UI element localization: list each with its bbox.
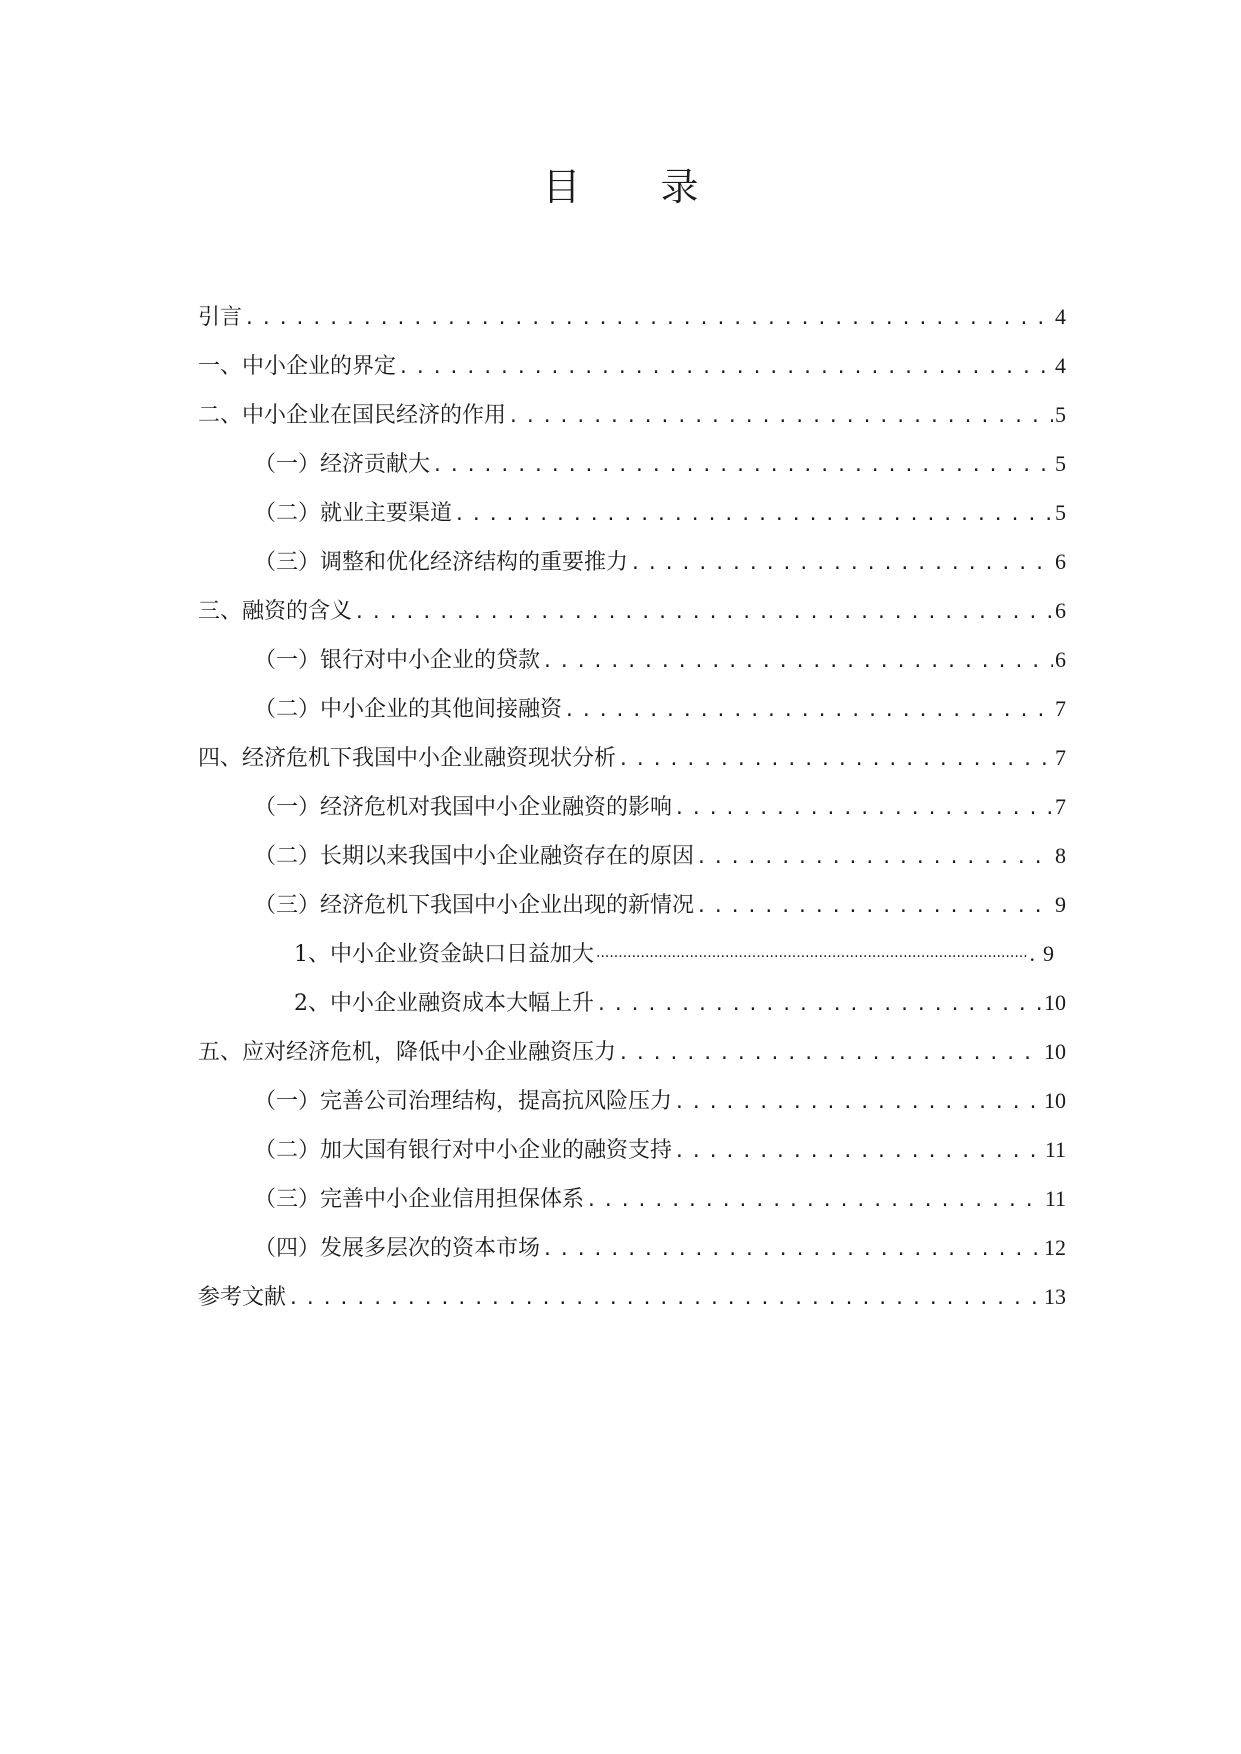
toc-leader-dots bbox=[630, 539, 1053, 588]
toc-leader-dots bbox=[674, 784, 1053, 833]
toc-entry-text: （三）调整和优化经济结构的重要推力 bbox=[254, 550, 629, 575]
toc-entry-text: （一）银行对中小企业的贷款 bbox=[254, 648, 541, 673]
toc-page-number: 5 bbox=[1055, 500, 1066, 525]
toc-entry[interactable] bbox=[198, 880, 1066, 929]
toc-entry-text: （二）就业主要渠道 bbox=[254, 501, 453, 526]
toc-entry[interactable] bbox=[198, 1223, 1066, 1272]
toc-page-number: 4 bbox=[1055, 353, 1066, 378]
toc-entry[interactable] bbox=[198, 782, 1066, 831]
toc-page-number: 4 bbox=[1055, 304, 1066, 329]
toc-entry[interactable] bbox=[198, 733, 1066, 782]
toc-leader-dots bbox=[288, 1274, 1042, 1323]
toc-page-number: 6 bbox=[1055, 647, 1066, 672]
toc-leader-dots bbox=[432, 441, 1053, 490]
toc-leader-dots bbox=[674, 1078, 1042, 1127]
toc-leader-dots bbox=[542, 1225, 1042, 1274]
toc-entry-text: （一）经济贡献大 bbox=[254, 452, 431, 477]
toc-page-number: 12 bbox=[1044, 1235, 1066, 1260]
toc-entry[interactable] bbox=[198, 537, 1066, 586]
toc-page-number: 5 bbox=[1055, 451, 1066, 476]
toc-entry[interactable] bbox=[198, 929, 1054, 978]
toc-entry[interactable] bbox=[198, 1076, 1066, 1125]
toc-page-number: 10 bbox=[1044, 1039, 1066, 1064]
toc-entry[interactable] bbox=[198, 1027, 1066, 1076]
toc-entry[interactable] bbox=[198, 1174, 1066, 1223]
toc-entry-text: （四）发展多层次的资本市场 bbox=[254, 1236, 541, 1261]
toc-entry[interactable] bbox=[198, 488, 1066, 537]
toc-entry[interactable] bbox=[198, 978, 1066, 1027]
toc-leader-dots bbox=[696, 882, 1053, 931]
toc-entry[interactable] bbox=[198, 635, 1066, 684]
toc-entry-text: （一）完善公司治理结构，提高抗风险压力 bbox=[254, 1089, 673, 1114]
toc-leader-dots bbox=[564, 686, 1053, 735]
toc-entry-text: （一）经济危机对我国中小企业融资的影响 bbox=[254, 795, 673, 820]
toc-leader-dots bbox=[596, 933, 1028, 982]
toc-page-number: 7 bbox=[1055, 794, 1066, 819]
toc-entry-text: （三）经济危机下我国中小企业出现的新情况 bbox=[254, 893, 695, 918]
toc-page-number: 6 bbox=[1055, 598, 1066, 623]
toc-leader-dots bbox=[618, 1029, 1042, 1078]
toc-entry[interactable] bbox=[198, 1125, 1066, 1174]
toc-entry-text: 2、中小企业融资成本大幅上升 bbox=[294, 991, 594, 1016]
toc-entry-text: 三、融资的含义 bbox=[198, 599, 353, 624]
toc-entry-text: 五、应对经济危机，降低中小企业融资压力 bbox=[198, 1040, 617, 1065]
toc-entry[interactable] bbox=[198, 390, 1066, 439]
toc-leader-dots bbox=[542, 637, 1053, 686]
toc-leader-dots bbox=[586, 1176, 1043, 1225]
toc-entry-text: 四、经济危机下我国中小企业融资现状分析 bbox=[198, 746, 617, 771]
toc-page-number: 11 bbox=[1044, 1137, 1066, 1162]
toc-leader-dots bbox=[354, 588, 1053, 637]
toc-entry-text: 引言 bbox=[198, 305, 243, 330]
toc-entry-text: （二）加大国有银行对中小企业的融资支持 bbox=[254, 1138, 673, 1163]
toc-page-number: 9 bbox=[1055, 892, 1066, 917]
toc-entry-text: 二、中小企业在国民经济的作用 bbox=[198, 403, 507, 428]
toc-page-number: 6 bbox=[1055, 549, 1066, 574]
toc-entry-text: 一、中小企业的界定 bbox=[198, 354, 397, 379]
toc-entry[interactable] bbox=[198, 684, 1066, 733]
toc-page-number: 11 bbox=[1044, 1186, 1066, 1211]
toc-entry[interactable] bbox=[198, 1272, 1066, 1321]
toc-leader-dots bbox=[244, 294, 1053, 343]
toc-page-number: . 9 bbox=[1030, 929, 1055, 978]
toc-leader-dots bbox=[596, 980, 1042, 1029]
toc-leader-dots bbox=[674, 1127, 1043, 1176]
toc-page-number: 7 bbox=[1055, 696, 1066, 721]
toc-entry[interactable] bbox=[198, 586, 1066, 635]
toc-leader-dots bbox=[454, 490, 1053, 539]
toc-leader-dots bbox=[398, 343, 1053, 392]
toc-page-number: 10 bbox=[1044, 1088, 1066, 1113]
toc-entry-text: 参考文献 bbox=[198, 1285, 287, 1310]
table-of-contents bbox=[198, 292, 1066, 1321]
toc-entry[interactable] bbox=[198, 341, 1066, 390]
toc-entry[interactable] bbox=[198, 831, 1066, 880]
toc-entry-text: 1、中小企业资金缺口日益加大 bbox=[294, 942, 594, 967]
toc-page-number: 7 bbox=[1055, 745, 1066, 770]
toc-entry-text: （二）长期以来我国中小企业融资存在的原因 bbox=[254, 844, 695, 869]
toc-page-number: 10 bbox=[1044, 990, 1066, 1015]
toc-entry-text: （三）完善中小企业信用担保体系 bbox=[254, 1187, 585, 1212]
toc-leader-dots bbox=[696, 833, 1053, 882]
page-title: 目 录 bbox=[542, 165, 733, 209]
toc-leader-dots bbox=[618, 735, 1053, 784]
toc-page-number: 5 bbox=[1055, 402, 1066, 427]
toc-entry[interactable] bbox=[198, 292, 1066, 341]
toc-entry[interactable] bbox=[198, 439, 1066, 488]
toc-page-number: 8 bbox=[1055, 843, 1066, 868]
toc-leader-dots bbox=[508, 392, 1053, 441]
toc-entry-text: （二）中小企业的其他间接融资 bbox=[254, 697, 563, 722]
toc-page-number: 13 bbox=[1044, 1284, 1066, 1309]
